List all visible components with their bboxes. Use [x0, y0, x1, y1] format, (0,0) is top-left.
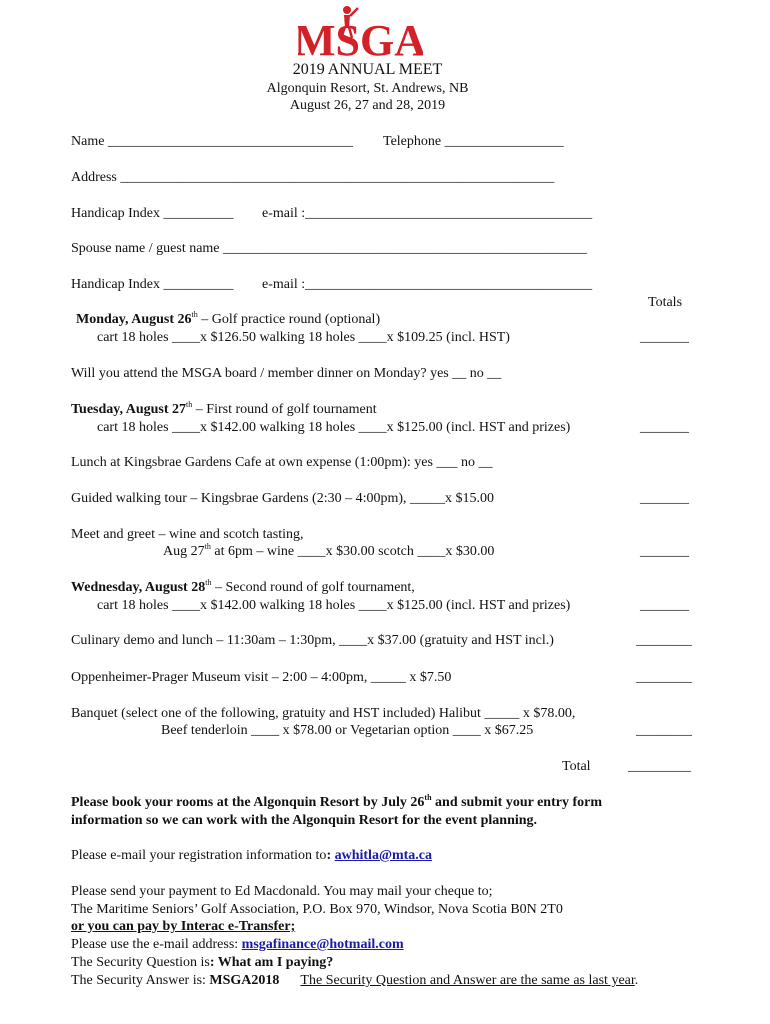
venue: Algonquin Resort, St. Andrews, NB: [266, 81, 469, 96]
monday-total[interactable]: _______: [640, 330, 689, 345]
banquet-total[interactable]: ________: [636, 723, 692, 738]
wednesday-total[interactable]: _______: [640, 598, 689, 613]
monday-heading: Monday, August 26th – Golf practice round (optional): [76, 310, 381, 327]
interac-note: or you can pay by Interac e-Transfer;: [71, 919, 296, 934]
event-dates: August 26, 27 and 28, 2019: [289, 98, 446, 113]
wednesday-golf-line[interactable]: cart 18 holes ____x $142.00 walking 18 holes ____x $125.00 (incl. HST and prizes): [97, 598, 571, 613]
msga-logo: [298, 4, 423, 58]
spouse-handicap-field[interactable]: Handicap Index __________: [71, 277, 234, 292]
dinner-question[interactable]: Will you attend the MSGA board / member dinner on Monday? yes __ no __: [71, 366, 502, 381]
tuesday-total[interactable]: _______: [640, 420, 689, 435]
lunch-line[interactable]: Lunch at Kingsbrae Gardens Cafe at own expense (1:00pm): yes ___ no __: [71, 455, 493, 470]
meet-total[interactable]: _______: [640, 544, 689, 559]
museum-line[interactable]: Oppenheimer-Prager Museum visit – 2:00 – 4:00pm, _____ x $7.50: [71, 670, 452, 685]
tuesday-golf-line[interactable]: cart 18 holes ____x $142.00 walking 18 holes ____x $125.00 (incl. HST and prizes): [97, 420, 571, 435]
payment-email-line: Please use the e-mail address: msgafinance@hotmail.com: [71, 937, 404, 952]
booking-notice-2: information so we can work with the Algonquin Resort for the event planning.: [71, 813, 538, 828]
email-registration: Please e-mail your registration information to: awhitla@mta.ca: [71, 848, 433, 863]
page-title: 2019 ANNUAL MEET: [292, 61, 443, 78]
name-field[interactable]: Name ___________________________________: [71, 134, 353, 149]
golfer-icon: [298, 4, 423, 58]
payment-address: The Maritime Seniors’ Golf Association, P.O. Box 970, Windsor, Nova Scotia B0N 2T0: [71, 902, 563, 917]
payment-line-1: Please send your payment to Ed Macdonald. You may mail your cheque to;: [71, 884, 493, 899]
spouse-field[interactable]: Spouse name / guest name ____________________________________________________: [71, 241, 588, 256]
banquet-line-2[interactable]: Beef tenderloin ____ x $78.00 or Vegetarian option ____ x $67.25: [161, 723, 534, 738]
grand-total[interactable]: _________: [628, 759, 691, 774]
totals-header: Totals: [648, 295, 683, 310]
finance-email-link[interactable]: msgafinance@hotmail.com: [241, 937, 404, 952]
telephone-field[interactable]: Telephone _________________: [383, 134, 564, 149]
spouse-email-field[interactable]: e-mail :_________________________________________: [262, 277, 593, 292]
tour-total[interactable]: _______: [640, 491, 689, 506]
security-question: The Security Question is: What am I paying?: [71, 955, 334, 970]
registration-email-link[interactable]: awhitla@mta.ca: [334, 848, 433, 863]
handicap-field[interactable]: Handicap Index __________: [71, 206, 234, 221]
svg-text:MSGA: MSGA: [298, 16, 423, 58]
museum-total[interactable]: ________: [636, 670, 692, 685]
tour-line[interactable]: Guided walking tour – Kingsbrae Gardens (2:30 – 4:00pm), _____x $15.00: [71, 491, 495, 506]
address-field[interactable]: Address ______________________________________________________________: [71, 170, 555, 185]
tuesday-heading: Tuesday, August 27th – First round of golf tournament: [71, 400, 377, 417]
total-label: Total: [562, 759, 591, 774]
email-field[interactable]: e-mail :_________________________________________: [262, 206, 593, 221]
booking-notice-1: Please book your rooms at the Algonquin Resort by July 26th and submit your entry form: [71, 793, 602, 810]
security-answer: The Security Answer is: MSGA2018 The Security Question and Answer are the same as last year.: [71, 973, 639, 988]
meet-line-1: Meet and greet – wine and scotch tasting,: [71, 527, 304, 542]
banquet-line-1[interactable]: Banquet (select one of the following, gratuity and HST included) Halibut _____ x $78.00,: [71, 706, 576, 721]
wednesday-heading: Wednesday, August 28th – Second round of golf tournament,: [71, 578, 415, 595]
culinary-line[interactable]: Culinary demo and lunch – 11:30am – 1:30pm, ____x $37.00 (gratuity and HST incl.): [71, 633, 554, 648]
meet-line-2[interactable]: Aug 27th at 6pm – wine ____x $30.00 scotch ____x $30.00: [163, 542, 495, 559]
culinary-total[interactable]: ________: [636, 633, 692, 648]
monday-golf-line[interactable]: cart 18 holes ____x $126.50 walking 18 holes ____x $109.25 (incl. HST): [97, 330, 510, 345]
